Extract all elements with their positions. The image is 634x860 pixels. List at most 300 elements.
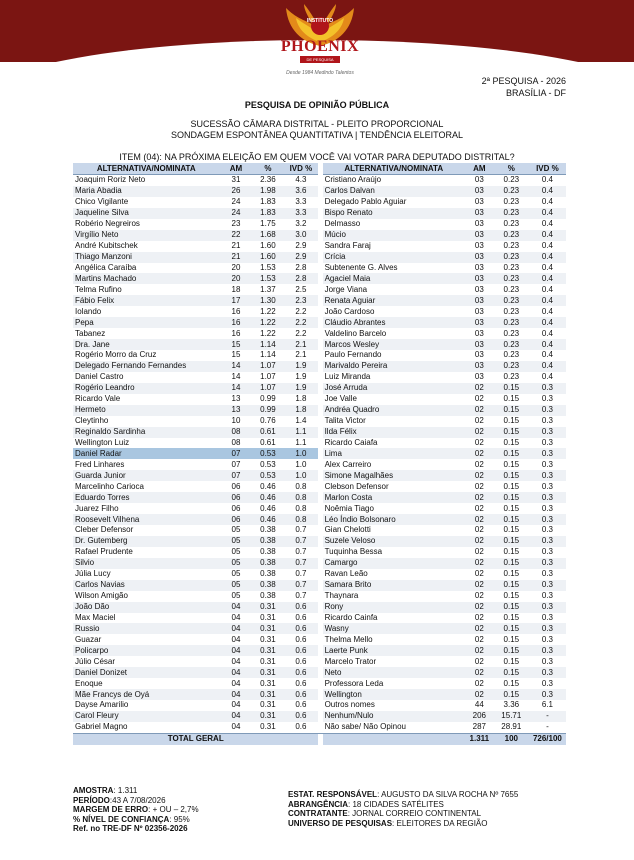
percent-right: 0.15 bbox=[503, 503, 520, 513]
candidate-name-right: Noêmia Tiago bbox=[324, 503, 374, 513]
ivd-left: 0.8 bbox=[283, 514, 318, 525]
votes-left: 04 bbox=[219, 667, 252, 678]
votes-left: 04 bbox=[231, 678, 241, 688]
votes-right: 02 bbox=[474, 591, 484, 601]
table-row bbox=[73, 634, 566, 645]
candidate-name-left: Max Maciel bbox=[75, 612, 116, 622]
votes-left: 08 bbox=[231, 437, 241, 447]
ivd-left: 2.1 bbox=[295, 350, 307, 360]
candidate-name-right: Léo Índio Bolsonaro bbox=[323, 514, 465, 525]
votes-right: 02 bbox=[474, 525, 484, 535]
table-row bbox=[73, 667, 566, 678]
percent-left: 0.31 bbox=[252, 711, 283, 722]
votes-left: 06 bbox=[231, 503, 241, 513]
percent-right: 0.15 bbox=[503, 591, 520, 601]
candidate-name-left: Rogério Morro da Cruz bbox=[75, 350, 157, 360]
votes-right: 02 bbox=[465, 405, 494, 416]
ivd-left: 1.1 bbox=[283, 427, 318, 438]
percent-right: 0.23 bbox=[494, 295, 529, 306]
votes-right: 02 bbox=[465, 448, 494, 459]
votes-right: 03 bbox=[465, 230, 494, 241]
votes-right: 02 bbox=[465, 470, 494, 481]
candidate-name-right: Carlos Dalvan bbox=[323, 186, 465, 197]
table-row bbox=[73, 722, 566, 733]
ivd-right: 0.3 bbox=[529, 580, 566, 591]
votes-right: 03 bbox=[474, 328, 484, 338]
table-row bbox=[73, 602, 566, 613]
table-row bbox=[73, 252, 566, 263]
percent-right: 0.15 bbox=[503, 437, 520, 447]
votes-left: 10 bbox=[231, 416, 241, 426]
percent-left: 1.68 bbox=[252, 230, 283, 241]
table-row bbox=[73, 383, 566, 394]
candidate-name-left: Roosevelt Vilhena bbox=[73, 514, 219, 525]
footer-left bbox=[73, 786, 199, 834]
percent-left: 1.53 bbox=[260, 262, 276, 272]
ivd-left: 1.0 bbox=[283, 448, 318, 459]
table-row bbox=[73, 580, 566, 591]
votes-right: 03 bbox=[474, 306, 484, 316]
percent-right: 3.36 bbox=[503, 700, 520, 710]
ivd-left: 2.8 bbox=[283, 273, 318, 284]
table-row bbox=[73, 678, 566, 689]
total-empty bbox=[323, 733, 465, 745]
votes-left: 04 bbox=[219, 623, 252, 634]
ivd-left: 3.6 bbox=[283, 186, 318, 197]
ivd-left: 0.6 bbox=[283, 711, 318, 722]
votes-right: 03 bbox=[474, 197, 484, 207]
percent-left: 1.22 bbox=[252, 317, 283, 328]
candidate-name-left: Júlia Lucy bbox=[75, 569, 111, 579]
votes-left: 08 bbox=[219, 427, 252, 438]
table-row bbox=[73, 492, 566, 503]
percent-right: 0.15 bbox=[494, 470, 529, 481]
percent-left: 0.38 bbox=[260, 569, 276, 579]
ivd-left: 1.8 bbox=[295, 394, 307, 404]
percent-right: 0.23 bbox=[494, 208, 529, 219]
candidate-name-left: Gabriel Magno bbox=[75, 722, 128, 732]
percent-right: 0.15 bbox=[494, 383, 529, 394]
votes-right: 03 bbox=[474, 175, 484, 185]
votes-left: 04 bbox=[219, 602, 252, 613]
percent-left: 1.83 bbox=[252, 208, 283, 219]
ivd-left: 3.3 bbox=[295, 197, 307, 207]
percent-left: 1.22 bbox=[260, 328, 276, 338]
survey-info bbox=[482, 75, 566, 99]
ivd-left: 0.6 bbox=[283, 667, 318, 678]
candidate-name-right: Tuquinha Bessa bbox=[324, 547, 383, 557]
ivd-left: 2.5 bbox=[295, 284, 307, 294]
candidate-name-left: Dayse Amarilio bbox=[75, 700, 129, 710]
votes-left: 26 bbox=[219, 186, 252, 197]
votes-right: 02 bbox=[465, 689, 494, 700]
candidate-name-right: Simone Magalhães bbox=[323, 470, 465, 481]
ivd-right: 0.3 bbox=[529, 689, 566, 700]
candidate-name-right: Cláudio Abrantes bbox=[323, 317, 465, 328]
ivd-right: 0.3 bbox=[529, 645, 566, 656]
votes-right: 03 bbox=[465, 186, 494, 197]
votes-right: 03 bbox=[465, 273, 494, 284]
votes-left: 05 bbox=[231, 591, 241, 601]
votes-left: 22 bbox=[219, 230, 252, 241]
ivd-left: 0.6 bbox=[295, 612, 307, 622]
ivd-left: 2.1 bbox=[283, 339, 318, 350]
percent-right: 0.23 bbox=[503, 284, 520, 294]
votes-left: 05 bbox=[219, 536, 252, 547]
ivd-left: 1.4 bbox=[295, 416, 307, 426]
table-row bbox=[73, 372, 566, 383]
ivd-right: 0.3 bbox=[541, 656, 553, 666]
votes-left: 04 bbox=[219, 689, 252, 700]
percent-left: 0.31 bbox=[260, 722, 276, 732]
percent-right: 0.15 bbox=[494, 580, 529, 591]
candidate-name-right: Clebson Defensor bbox=[324, 481, 389, 491]
footer-statistician: ESTAT. RESPONSÁVEL: AUGUSTO DA SILVA ROCHA Nº 7655 bbox=[288, 790, 519, 799]
ivd-right: 0.4 bbox=[541, 175, 553, 185]
percent-right: 0.15 bbox=[503, 525, 520, 535]
votes-right: 02 bbox=[474, 678, 484, 688]
votes-left: 24 bbox=[219, 208, 252, 219]
header-name-left: ALTERNATIVA/NOMINATA bbox=[73, 163, 219, 175]
votes-right: 02 bbox=[474, 503, 484, 513]
table-row bbox=[73, 459, 566, 470]
ivd-left: 1.1 bbox=[295, 437, 307, 447]
candidate-name-left: André Kubitschek bbox=[75, 241, 138, 251]
candidate-name-right: Marcelo Trator bbox=[324, 656, 377, 666]
table-row bbox=[73, 645, 566, 656]
percent-left: 0.38 bbox=[252, 580, 283, 591]
ivd-right: 0.3 bbox=[541, 634, 553, 644]
percent-right: 0.15 bbox=[494, 492, 529, 503]
ivd-right: 0.3 bbox=[529, 558, 566, 569]
candidate-name-right: Laerte Punk bbox=[323, 645, 465, 656]
footer-coverage: ABRANGÊNCIA: 18 CIDADES SATÉLITES bbox=[288, 799, 444, 809]
votes-right: 287 bbox=[472, 722, 487, 732]
ivd-right: 0.4 bbox=[541, 372, 553, 382]
ivd-right: 0.4 bbox=[529, 295, 566, 306]
percent-right: 0.15 bbox=[503, 416, 520, 426]
percent-right: 0.15 bbox=[503, 394, 520, 404]
total-label: TOTAL GERAL bbox=[73, 733, 318, 745]
votes-left: 15 bbox=[231, 350, 241, 360]
ivd-left: 0.6 bbox=[295, 634, 307, 644]
percent-right: 0.15 bbox=[503, 569, 520, 579]
ivd-left: 2.8 bbox=[295, 262, 307, 272]
percent-left: 1.60 bbox=[252, 252, 283, 263]
votes-right: 02 bbox=[465, 536, 494, 547]
header-ivd-right: IVD % bbox=[529, 163, 566, 175]
votes-right: 02 bbox=[465, 427, 494, 438]
percent-right: 0.23 bbox=[494, 273, 529, 284]
percent-left: 0.99 bbox=[252, 405, 283, 416]
votes-right: 02 bbox=[474, 459, 484, 469]
ivd-left: 3.2 bbox=[295, 219, 307, 229]
total-pct: 100 bbox=[494, 733, 529, 745]
percent-left: 0.38 bbox=[260, 591, 276, 601]
votes-left: 14 bbox=[219, 383, 252, 394]
candidate-name-left: Eduardo Torres bbox=[73, 492, 219, 503]
ivd-left: 2.2 bbox=[295, 306, 307, 316]
candidate-name-left: Policarpo bbox=[73, 645, 219, 656]
percent-right: 0.15 bbox=[503, 547, 520, 557]
votes-right: 03 bbox=[465, 339, 494, 350]
percent-left: 1.37 bbox=[260, 284, 276, 294]
footer-contractor: CONTRATANTE: JORNAL CORREIO CONTINENTAL bbox=[288, 809, 482, 819]
candidate-name-right: Marlon Costa bbox=[323, 492, 465, 503]
ivd-left: 2.9 bbox=[283, 252, 318, 263]
table-row bbox=[73, 219, 566, 230]
percent-right: 0.23 bbox=[503, 372, 520, 382]
candidate-name-right: Thelma Mello bbox=[324, 634, 373, 644]
votes-left: 20 bbox=[231, 262, 241, 272]
table-row bbox=[73, 317, 566, 328]
candidate-name-right: Rony bbox=[323, 602, 465, 613]
votes-right: 02 bbox=[474, 656, 484, 666]
votes-left: 15 bbox=[219, 339, 252, 350]
votes-right: 02 bbox=[465, 514, 494, 525]
logo-top-text: INSTITUTO bbox=[306, 18, 334, 24]
header-am-left: AM bbox=[219, 163, 252, 175]
institute-logo bbox=[270, 0, 370, 84]
ivd-right: 0.3 bbox=[529, 427, 566, 438]
candidate-name-right: Sandra Faraj bbox=[324, 241, 371, 251]
ivd-right: 0.3 bbox=[529, 405, 566, 416]
table-row bbox=[73, 569, 566, 580]
percent-right: 0.15 bbox=[494, 536, 529, 547]
table-row bbox=[73, 208, 566, 219]
table-row bbox=[73, 558, 566, 569]
candidate-name-left: Thiago Manzoni bbox=[73, 252, 219, 263]
candidate-name-left: Mãe Francys de Oyá bbox=[73, 689, 219, 700]
votes-right: 03 bbox=[465, 295, 494, 306]
candidate-name-right: Ilda Félix bbox=[323, 427, 465, 438]
percent-right: 0.15 bbox=[494, 602, 529, 613]
percent-right: 0.23 bbox=[494, 361, 529, 372]
ivd-right: 0.4 bbox=[529, 339, 566, 350]
table-row bbox=[73, 350, 566, 361]
results-table bbox=[73, 163, 566, 745]
percent-left: 1.14 bbox=[260, 350, 276, 360]
ivd-left: 1.8 bbox=[283, 405, 318, 416]
votes-left: 06 bbox=[219, 492, 252, 503]
total-row bbox=[73, 733, 566, 745]
votes-left: 14 bbox=[231, 372, 241, 382]
percent-left: 0.31 bbox=[260, 656, 276, 666]
percent-left: 1.30 bbox=[252, 295, 283, 306]
ivd-right: 0.3 bbox=[529, 536, 566, 547]
percent-right: 0.15 bbox=[494, 448, 529, 459]
candidate-name-right: Agaciel Maia bbox=[323, 273, 465, 284]
percent-right: 0.15 bbox=[503, 612, 520, 622]
header-ivd-left: IVD % bbox=[283, 163, 318, 175]
candidate-name-left: Wellington Luiz bbox=[75, 437, 130, 447]
table-row bbox=[73, 306, 566, 317]
candidate-name-right: Andréa Quadro bbox=[323, 405, 465, 416]
ivd-left: 1.9 bbox=[295, 372, 307, 382]
votes-right: 02 bbox=[465, 623, 494, 634]
candidate-name-right: Suzele Veloso bbox=[323, 536, 465, 547]
percent-left: 0.31 bbox=[252, 667, 283, 678]
percent-right: 0.23 bbox=[503, 175, 520, 185]
table-row bbox=[73, 481, 566, 492]
percent-left: 1.07 bbox=[252, 383, 283, 394]
percent-left: 0.31 bbox=[260, 700, 276, 710]
percent-left: 0.46 bbox=[260, 481, 276, 491]
question-text: ITEM (04): NA PRÓXIMA ELEIÇÃO EM QUEM VOCÊ VAI VOTAR PARA DEPUTADO DISTRITAL? bbox=[119, 152, 515, 162]
percent-left: 1.75 bbox=[260, 219, 276, 229]
footer-confidence: % NÍVEL DE CONFIANÇA: 95% bbox=[73, 814, 190, 824]
candidate-name-left: João Dão bbox=[73, 602, 219, 613]
votes-left: 04 bbox=[231, 722, 241, 732]
candidate-name-left: Rafael Prudente bbox=[75, 547, 133, 557]
candidate-name-left: Iolando bbox=[75, 306, 102, 316]
votes-right: 02 bbox=[465, 667, 494, 678]
percent-right: 0.23 bbox=[503, 262, 520, 272]
votes-right: 03 bbox=[474, 262, 484, 272]
candidate-name-right: Talita Victor bbox=[324, 416, 366, 426]
candidate-name-left: Cleytinho bbox=[75, 416, 109, 426]
total-am: 1.311 bbox=[465, 733, 494, 745]
percent-right: 0.23 bbox=[503, 350, 520, 360]
candidate-name-right: Thaynara bbox=[324, 591, 359, 601]
candidate-name-left: Delegado Fernando Fernandes bbox=[73, 361, 219, 372]
ivd-left: 1.0 bbox=[295, 459, 307, 469]
ivd-left: 1.9 bbox=[283, 383, 318, 394]
table-row bbox=[73, 241, 566, 252]
candidate-name-left: Angélica Caraíba bbox=[75, 262, 137, 272]
votes-right: 03 bbox=[474, 241, 484, 251]
candidate-name-right: Paulo Fernando bbox=[324, 350, 382, 360]
table-row bbox=[73, 623, 566, 634]
percent-left: 0.53 bbox=[252, 470, 283, 481]
votes-left: 13 bbox=[231, 394, 241, 404]
candidate-name-left: Virgílio Neto bbox=[73, 230, 219, 241]
votes-right: 02 bbox=[474, 394, 484, 404]
candidate-name-left: Tabanez bbox=[75, 328, 106, 338]
ivd-left: 0.6 bbox=[295, 722, 307, 732]
candidate-name-right: Cristiano Araújo bbox=[324, 175, 382, 185]
footer-sample: AMOSTRA: 1.311 bbox=[73, 786, 138, 795]
header-am-right: AM bbox=[465, 163, 494, 175]
votes-left: 05 bbox=[231, 569, 241, 579]
candidate-name-right: Camargo bbox=[323, 558, 465, 569]
candidate-name-left: Pepa bbox=[73, 317, 219, 328]
percent-right: 0.15 bbox=[494, 623, 529, 634]
candidate-name-left: Carol Fleury bbox=[73, 711, 219, 722]
percent-right: 0.23 bbox=[494, 252, 529, 263]
percent-right: 0.23 bbox=[494, 317, 529, 328]
table-row bbox=[73, 273, 566, 284]
table-row bbox=[73, 416, 566, 427]
ivd-right: 0.3 bbox=[541, 437, 553, 447]
ivd-left: 0.6 bbox=[283, 689, 318, 700]
ivd-right: 0.3 bbox=[541, 678, 553, 688]
candidate-name-left: Dra. Jane bbox=[73, 339, 219, 350]
votes-right: 03 bbox=[474, 284, 484, 294]
votes-left: 06 bbox=[231, 481, 241, 491]
ivd-left: 0.7 bbox=[295, 525, 307, 535]
candidate-name-left: Júlio César bbox=[75, 656, 116, 666]
candidate-name-right: Valdelino Barcelo bbox=[324, 328, 387, 338]
votes-left: 23 bbox=[231, 219, 241, 229]
ivd-left: 0.6 bbox=[283, 623, 318, 634]
table-row bbox=[73, 361, 566, 372]
ivd-right: 0.4 bbox=[541, 197, 553, 207]
logo-subtitle: DE PESQUISA bbox=[300, 56, 340, 63]
ivd-right: 0.3 bbox=[529, 383, 566, 394]
percent-left: 1.14 bbox=[252, 339, 283, 350]
ivd-left: 0.7 bbox=[295, 547, 307, 557]
ivd-left: 0.7 bbox=[283, 536, 318, 547]
percent-left: 0.38 bbox=[252, 558, 283, 569]
candidate-name-right: Luiz Miranda bbox=[324, 372, 371, 382]
percent-left: 0.31 bbox=[260, 678, 276, 688]
table-row bbox=[73, 295, 566, 306]
header-pct-left: % bbox=[252, 163, 283, 175]
candidate-name-right: Marivaldo Pereira bbox=[323, 361, 465, 372]
table-row bbox=[73, 689, 566, 700]
candidate-name-right: Renata Aguiar bbox=[323, 295, 465, 306]
ivd-right: 0.3 bbox=[541, 459, 553, 469]
candidate-name-right: Não sabe/ Não Opinou bbox=[324, 722, 406, 732]
ivd-left: 2.2 bbox=[295, 328, 307, 338]
page-subtitle bbox=[0, 119, 634, 141]
candidate-name-left: Cleber Defensor bbox=[75, 525, 134, 535]
ivd-right: 0.4 bbox=[529, 273, 566, 284]
votes-right: 02 bbox=[474, 612, 484, 622]
ivd-right: 0.3 bbox=[541, 612, 553, 622]
table-row bbox=[73, 427, 566, 438]
candidate-name-right: Bispo Renato bbox=[323, 208, 465, 219]
votes-left: 07 bbox=[219, 448, 252, 459]
percent-right: 0.23 bbox=[503, 241, 520, 251]
votes-left: 04 bbox=[231, 700, 241, 710]
votes-left: 16 bbox=[231, 306, 241, 316]
candidate-name-right: Marcos Wesley bbox=[323, 339, 465, 350]
ivd-left: 2.3 bbox=[283, 295, 318, 306]
percent-left: 0.99 bbox=[260, 394, 276, 404]
table-row bbox=[73, 613, 566, 624]
header-name-right: ALTERNATIVA/NOMINATA bbox=[323, 163, 465, 175]
candidate-name-left: Ricardo Vale bbox=[75, 394, 121, 404]
table-row bbox=[73, 394, 566, 405]
votes-right: 02 bbox=[474, 569, 484, 579]
percent-right: 0.15 bbox=[494, 405, 529, 416]
candidate-name-right: Neto bbox=[323, 667, 465, 678]
ivd-left: 4.3 bbox=[295, 175, 307, 185]
ivd-right: 0.3 bbox=[541, 394, 553, 404]
votes-left: 07 bbox=[219, 470, 252, 481]
votes-right: 03 bbox=[465, 361, 494, 372]
votes-left: 17 bbox=[219, 295, 252, 306]
votes-left: 18 bbox=[231, 284, 241, 294]
footer-period: PERÍODO:43 A 7/08/2026 bbox=[73, 795, 166, 805]
percent-right: 0.23 bbox=[503, 197, 520, 207]
ivd-left: 0.6 bbox=[283, 602, 318, 613]
percent-left: 0.61 bbox=[260, 437, 276, 447]
percent-left: 0.31 bbox=[252, 645, 283, 656]
ivd-right: 0.4 bbox=[541, 328, 553, 338]
votes-left: 13 bbox=[219, 405, 252, 416]
ivd-right: 0.4 bbox=[529, 317, 566, 328]
percent-right: 0.23 bbox=[494, 186, 529, 197]
logo-tagline: Desde 1984 Medindo Talentos bbox=[286, 70, 354, 76]
votes-right: 03 bbox=[474, 219, 484, 229]
percent-right: 0.15 bbox=[503, 678, 520, 688]
ivd-left: 0.8 bbox=[295, 503, 307, 513]
survey-location: BRASÍLIA - DF bbox=[505, 88, 566, 98]
table-header-row bbox=[73, 163, 566, 175]
